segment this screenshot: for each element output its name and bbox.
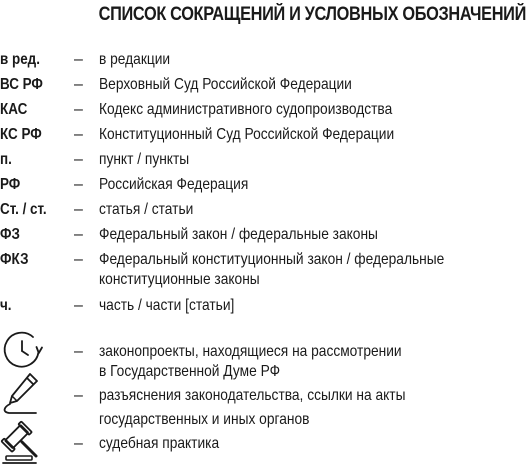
page-title: СПИСОК СОКРАЩЕНИЙ И УСЛОВНЫХ ОБОЗНАЧЕНИЙ	[98, 4, 527, 25]
abbreviation-row	[0, 150, 530, 174]
abbreviation-row	[0, 175, 530, 199]
abbreviation-term: в ред.	[0, 51, 40, 68]
abbreviation-row	[0, 296, 530, 320]
abbreviation-definition: Российская Федерация	[99, 176, 249, 193]
dash-separator: –	[74, 226, 83, 243]
abbreviation-term: ФЗ	[0, 226, 20, 243]
abbreviation-term: ФКЗ	[0, 251, 29, 268]
abbreviation-definition: статья / статьи	[99, 201, 194, 218]
abbreviation-term: п.	[0, 151, 12, 168]
abbreviation-term: КАС	[0, 101, 28, 118]
dash-separator: –	[74, 387, 83, 404]
definition-line: государственных и иных органов	[99, 411, 310, 428]
abbreviation-term: РФ	[0, 176, 21, 193]
abbreviation-row	[0, 50, 530, 74]
abbreviation-definition: Федеральный закон / федеральные законы	[99, 226, 378, 243]
abbreviation-row	[0, 225, 530, 249]
abbreviation-row	[0, 250, 530, 294]
dash-separator: –	[74, 176, 83, 193]
definition-line: Федеральный конституционный закон / федеральные	[99, 251, 445, 268]
abbreviation-definition: Конституционный Суд Российской Федерации	[99, 126, 395, 143]
abbreviation-definition: Кодекс административного судопроизводства	[99, 101, 393, 118]
abbreviation-definition: в редакции	[99, 51, 171, 68]
dash-separator: –	[74, 76, 83, 93]
dash-separator: –	[74, 51, 83, 68]
abbreviation-term: ВС РФ	[0, 76, 43, 93]
abbreviation-row	[0, 200, 530, 224]
definition-line: разъяснения законодательства, ссылки на акты	[99, 387, 406, 404]
symbol-definition	[99, 342, 529, 382]
dash-separator: –	[74, 343, 83, 360]
abbreviation-definition: часть / части [статьи]	[99, 297, 235, 314]
abbreviation-row	[0, 125, 530, 149]
dash-separator: –	[74, 201, 83, 218]
dash-separator: –	[74, 151, 83, 168]
abbreviation-row	[0, 100, 530, 124]
abbreviation-term: КС РФ	[0, 126, 42, 143]
dash-separator: –	[74, 101, 83, 118]
dash-separator: –	[74, 126, 83, 143]
abbreviation-term: ч.	[0, 297, 12, 314]
symbol-definition	[99, 386, 529, 430]
symbol-definition: судебная практика	[99, 435, 220, 452]
abbreviation-row	[0, 75, 530, 99]
dash-separator: –	[74, 297, 83, 314]
dash-separator: –	[74, 251, 83, 268]
definition-line: в Государственной Думе РФ	[99, 363, 281, 380]
abbreviation-term: Ст. / ст.	[0, 201, 47, 218]
definition-line: конституционные законы	[99, 271, 260, 288]
dash-separator: –	[74, 435, 83, 452]
abbreviation-definition: Верховный Суд Российской Федерации	[99, 76, 352, 93]
symbol-row	[0, 386, 530, 430]
symbol-row	[0, 342, 530, 386]
abbreviation-definition	[99, 250, 529, 290]
definition-line: законопроекты, находящиеся на рассмотрении	[99, 343, 402, 360]
abbreviation-definition: пункт / пункты	[99, 151, 190, 168]
symbol-row	[0, 434, 530, 458]
